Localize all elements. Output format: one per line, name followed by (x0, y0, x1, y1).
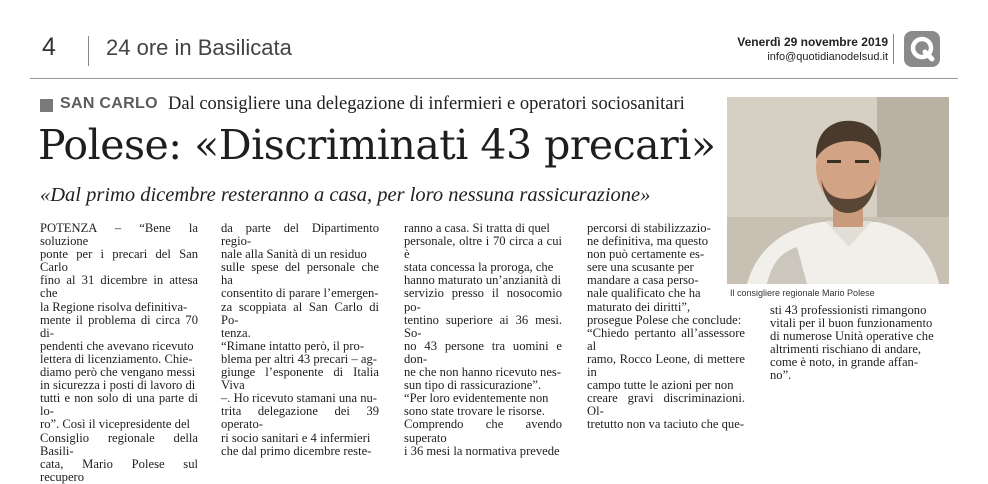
page-number: 4 (42, 33, 56, 61)
issue-date: Venerdì 29 novembre 2019 (737, 35, 888, 49)
newspaper-logo-icon (904, 31, 940, 67)
contact-email: info@quotidianodelsud.it (767, 51, 888, 63)
header-rule (30, 78, 958, 79)
article-column-5: sti 43 professionisti rimangono vitali per il buon funzionamento di numerose Unità operative che altrimenti rischiano di andare, come è noto, in grande affan- no”. (770, 303, 934, 383)
section-title: 24 ore in Basilicata (106, 35, 292, 60)
portrait-photo (727, 97, 949, 284)
kicker-square-icon (40, 99, 53, 112)
article-kicker: SAN CARLO (60, 95, 158, 112)
article-standfirst: «Dal primo dicembre resteranno a casa, per loro nessuna rassicurazione» (40, 184, 651, 206)
article-subhead: Dal consigliere una delegazione di infermieri e operatori sociosanitari (168, 94, 685, 114)
photo-caption: Il consigliere regionale Mario Polese (730, 288, 875, 298)
portrait-illustration (727, 97, 949, 284)
header-divider (88, 36, 89, 66)
article-column-3: ranno a casa. Si tratta di quel personale, oltre i 70 circa a cui è stata concessa la proroga, che hanno maturato un’anzianità di servizio presso il nosocomio po- tentino superiore ai 36 mesi. So- no 43 persone tra uomini e don- ne che non hanno ricevuto nes- sun tipo di rassicurazione”. “Per loro evidentemente non sono state trovare le risorse. Comprendo che avendo superato i 36 mesi la normativa prevede (404, 221, 562, 458)
article-headline: Polese: «Discriminati 43 precari» (38, 121, 716, 169)
article-column-1: POTENZA – “Bene la soluzione ponte per i precari del San Carlo fino al 31 dicembre in attesa che la Regione risolva definitiva- mente il problema di circa 70 di- pendenti che avevano ricevuto lettera di licenziamento. Chie- diamo però che vengano messi in sicurezza i posti di lavoro di tutti e non solo di una parte di lo- ro”. Così il vicepresidente del Consiglio regionale della Basili- cata, Mario Polese sul recupero (40, 221, 198, 484)
article-column-2: da parte del Dipartimento regio- nale alla Sanità di un residuo sulle spese del personale che ha consentito di parare l’emergen- za scoppiata al San Carlo di Po- tenza. “Rimane intatto però, il pro- blema per altri 43 precari – ag- giunge l’esponente di Italia Viva –. Ho ricevuto stamani una nu- trita delegazione dei 39 operato- ri socio sanitari e 4 infermieri che dal primo dicembre reste- (221, 221, 379, 458)
logo-divider (893, 34, 894, 64)
article-column-4: percorsi di stabilizzazio- ne definitiva, ma questo non può certamente es- sere una scusante per mandare a casa perso- nale qualificato che ha maturato dei diritti”, prosegue Polese che conclude: “Chiedo pertanto all’assessore al ramo, Rocco Leone, di mettere in campo tutte le azioni per non creare gravi discriminazioni. Ol- tretutto non va taciuto che que- (587, 221, 745, 432)
